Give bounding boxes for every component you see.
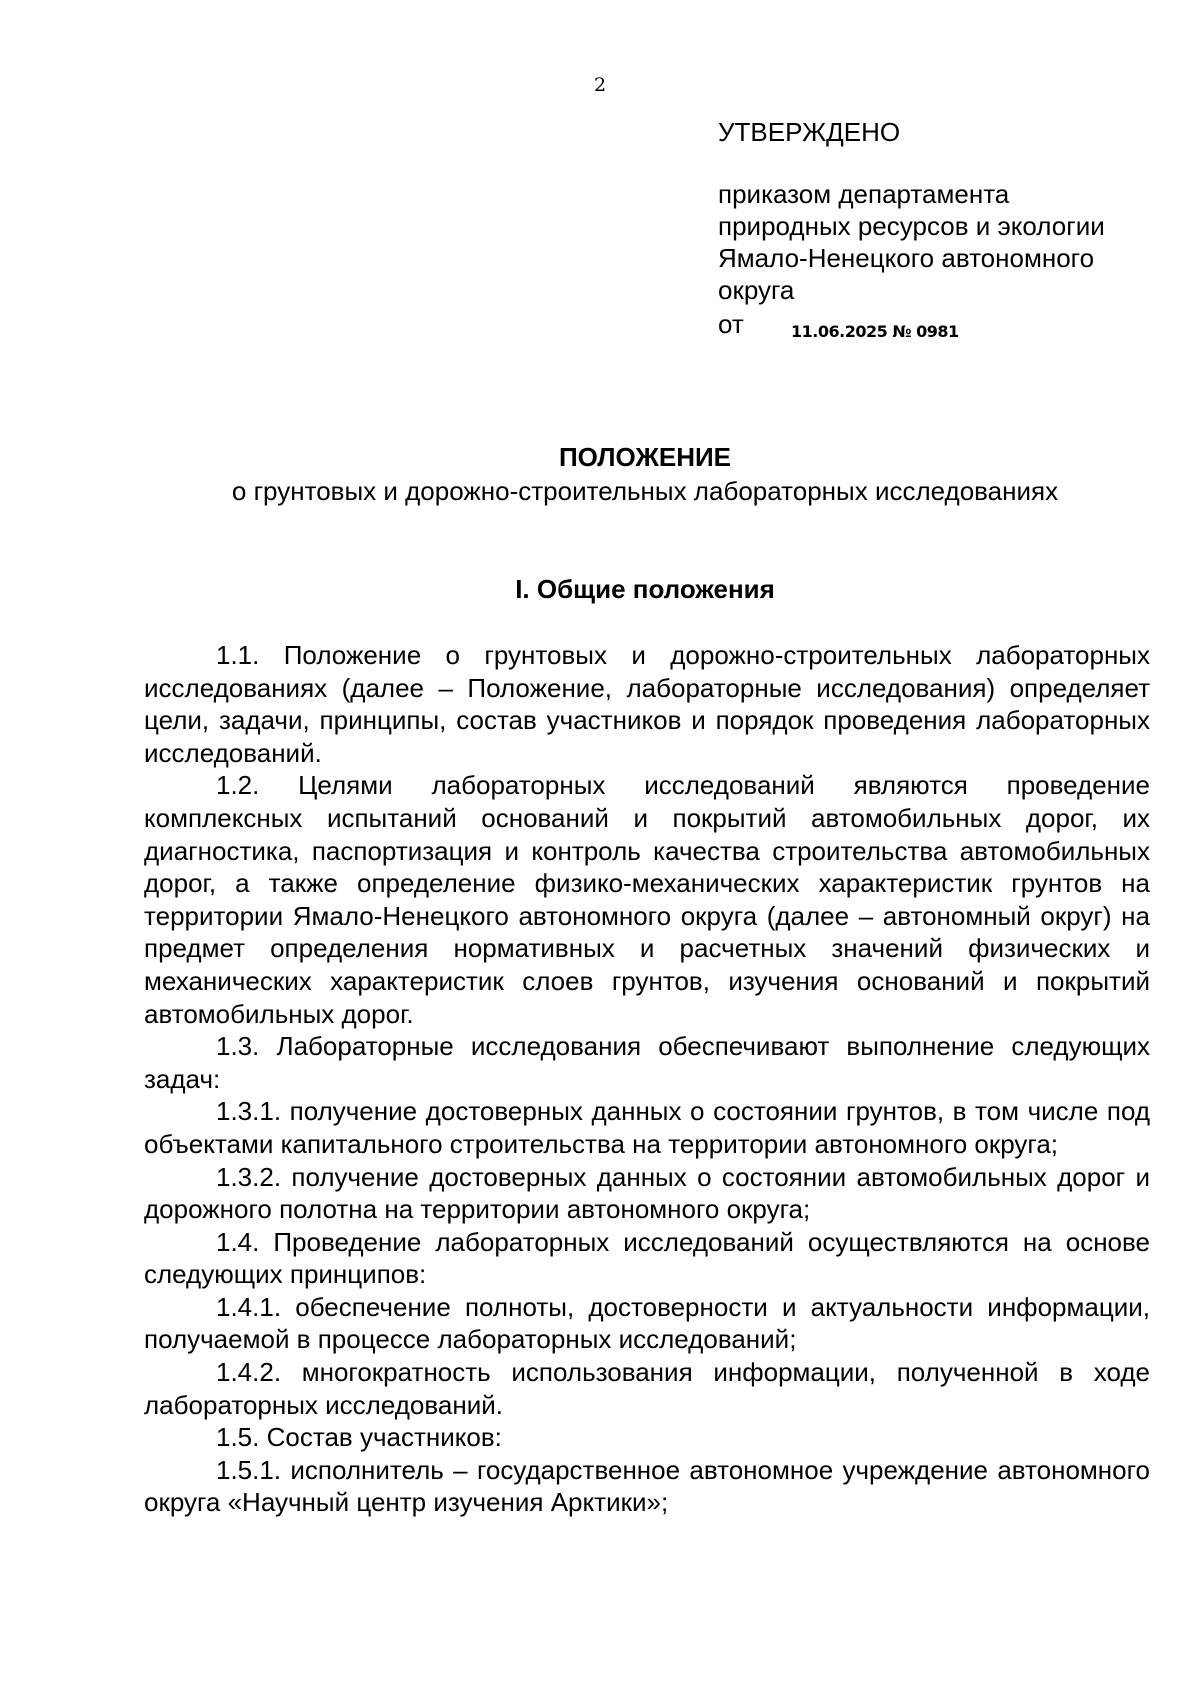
approval-date-row	[718, 308, 1168, 344]
paragraph-1-1: 1.1. Положение о грунтовых и дорожно-строительных лабораторных исследованиях (далее – Положение, лабораторные исследования) определяет цели, задачи, принципы, состав участников и порядок проведения лабораторных исследований.	[144, 640, 1150, 768]
approval-date-prefix: от	[718, 309, 744, 339]
approval-stamp: УТВЕРЖДЕНО	[718, 117, 901, 147]
paragraph-1-3: 1.3. Лабораторные исследования обеспечивают выполнение следующих задач:	[144, 1031, 1150, 1094]
paragraph-1-5-1: 1.5.1. исполнитель – государственное автономное учреждение автономного округа «Научный центр изучения Арктики»;	[144, 1454, 1150, 1518]
approval-line: Ямало-Ненецкого автономного	[718, 243, 1095, 273]
paragraph-1-3-1: 1.3.1. получение достоверных данных о состоянии грунтов, в том числе под объектами капитального строительства на территории автономного округа;	[144, 1096, 1150, 1159]
section-body	[144, 639, 1150, 1519]
paragraph-1-4-2: 1.4.2. многократность использования информации, полученной в ходе лабораторных исследований.	[144, 1357, 1150, 1420]
paragraph-1-4: 1.4. Проведение лабораторных исследований осуществляются на основе следующих принципов:	[144, 1226, 1150, 1290]
approval-line: приказом департамента	[718, 179, 1010, 209]
paragraph-1-4-1: 1.4.1. обеспечение полноты, достоверности и актуальности информации, получаемой в процессе лабораторных исследований;	[144, 1291, 1150, 1355]
document-subtitle: о грунтовых и дорожно-строительных лабораторных исследованиях	[231, 476, 1059, 506]
approval-line: природных ресурсов и экологии	[718, 211, 1105, 241]
paragraph-1-5: 1.5. Состав участников:	[216, 1422, 502, 1453]
approval-line: округа	[718, 275, 795, 305]
paragraph-1-2: 1.2. Целями лабораторных исследований являются проведение комплексных испытаний оснований и покрытий автомобильных дорог, их диагностика, паспортизация и контроль качества строительства автомобильных дорог, а также определение физико-механических характеристик грунтов на территории Ямало-Ненецкого автономного округа (далее – автономный округ) на предмет определения нормативных и расчетных значений физических и механических характеристик слоев грунтов, изучения оснований и покрытий автомобильных дорог.	[144, 770, 1150, 1029]
page-number: 2	[593, 74, 607, 96]
approval-date-value: 11.06.2025 № 0981	[791, 322, 959, 341]
approval-block	[718, 116, 1168, 344]
paragraph-1-3-2: 1.3.2. получение достоверных данных о состоянии автомобильных дорог и дорожного полотна на территории автономного округа;	[144, 1161, 1150, 1225]
section-heading: I. Общие положения	[515, 574, 775, 604]
document-title: ПОЛОЖЕНИЕ	[558, 442, 732, 472]
